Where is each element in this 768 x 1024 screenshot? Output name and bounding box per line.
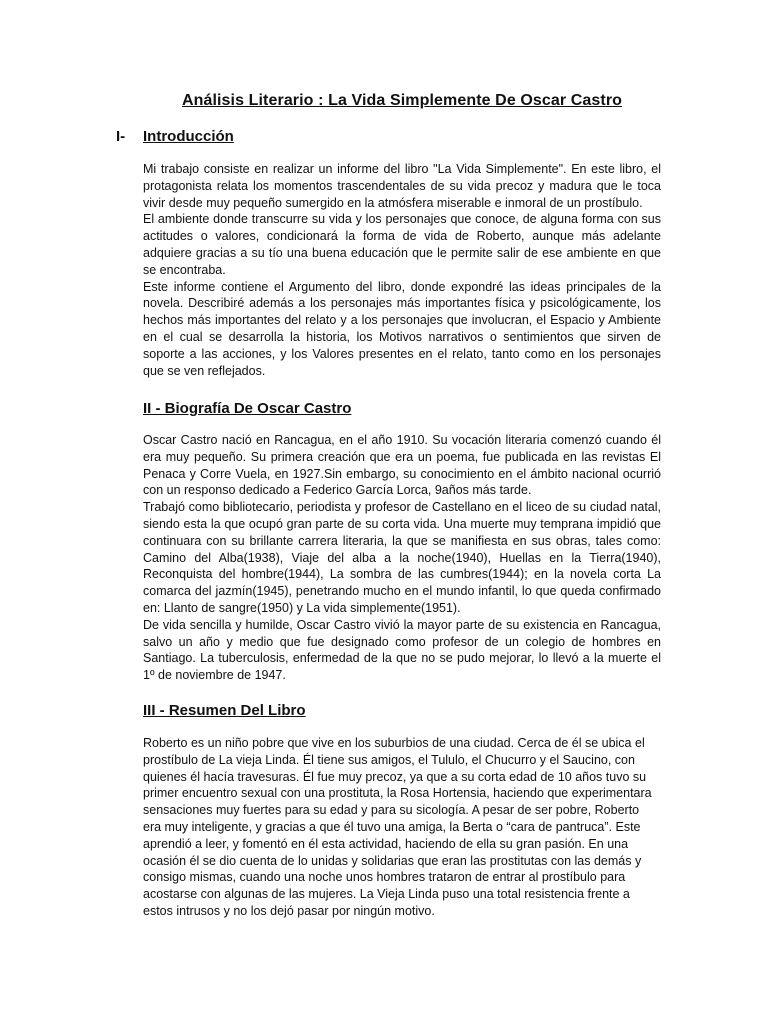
section-body-biografia bbox=[143, 432, 661, 684]
section-body-resumen bbox=[143, 735, 653, 920]
document-title: Análisis Literario : La Vida Simplemente De Oscar Castro bbox=[181, 92, 623, 109]
section-heading-biografia bbox=[143, 400, 351, 417]
paragraph: De vida sencilla y humilde, Oscar Castro vivió la mayor parte de su existencia en Rancagua, salvo un año y medio que fue designado como profesor de un colegio de hombres en Santiago. La tuberculosis, enfermedad de la que no se pudo mejorar, lo llevó a la muerte el 1º de noviembre de 1947. bbox=[143, 617, 661, 683]
section-title: III - Resumen Del Libro bbox=[143, 702, 306, 719]
section-number: I- bbox=[116, 128, 126, 145]
paragraph: Oscar Castro nació en Rancagua, en el año 1910. Su vocación literaria comenzó cuando él era muy pequeño. Su primera creación que era un poema, fue publicada en las revistas El Penaca y Corre Vuela, en 1927.Sin embargo, su conocimiento en el ámbito nacional ocurrió con un responso dedicado a Federico García Lorca, 9años más tarde. bbox=[143, 433, 661, 498]
paragraph: Trabajó como bibliotecario, periodista y profesor de Castellano en el liceo de su ciudad natal, siendo esta la que ocupó gran parte de su corta vida. Una muerte muy temprana impidió que continuara con su brillante carrera literaria, la que se manifiesta en sus obras, tales como: Camino del Alba(1938), Viaje del alba a la noche(1940), Huellas en la Tierra(1940), Reconquista del hombre(1944), La sombra de las cumbres(1944); en la novela corta La comarca del jazmín(1945), penetrando mucho en el mundo infantil, lo que queda confirmado en: Llanto de sangre(1950) y La vida simplemente(1951). bbox=[143, 500, 661, 615]
section-heading-introduccion bbox=[116, 128, 234, 145]
paragraph: Este informe contiene el Argumento del libro, donde expondré las ideas principales de la novela. Describiré además a los personajes más importantes física y psicológicamente, los hechos más importantes del relato y a los personajes que involucran, el Espacio y Ambiente en el cual se desarrolla la historia, los Motivos narrativos o sentimientos que sirven de soporte a las acciones, y los Valores presentes en el relato, tanto como en los personajes que se ven reflejados. bbox=[143, 279, 661, 378]
section-title: II - Biografía De Oscar Castro bbox=[143, 400, 352, 417]
paragraph: Mi trabajo consiste en realizar un informe del libro "La Vida Simplemente". En este libro, el protagonista relata los momentos trascendentales de su vida precoz y madura que le toca vivir desde muy pequeño sumergido en la atmósfera miserable e inmoral de un prostíbulo. bbox=[143, 162, 661, 210]
section-title: Introducción bbox=[143, 128, 234, 145]
section-heading-resumen bbox=[143, 702, 306, 719]
paragraph: Roberto es un niño pobre que vive en los suburbios de una ciudad. Cerca de él se ubica el prostíbulo de La vieja Linda. Él tiene sus amigos, el Tululo, el Chucurro y el Saucino, con quienes él hacía travesuras. Él fue muy precoz, ya que a su corta edad de 10 años tuvo su primer encuentro sexual con una prostituta, la Rosa Hortensia, haciendo que experimentara sensaciones muy fuertes para su edad y para su sicología. A pesar de ser pobre, Roberto era muy inteligente, y gracias a que él tuvo una amiga, la Berta o “cara de pantruca”. Este aprendió a leer, y fomentó en él esta actividad, haciendo de ella su gran pasión. En una ocasión él se dio cuenta de lo unidas y solidarias que eran las prostitutas con las demás y consigo mismas, cuando una noche unos hombres trataron de entrar al prostíbulo para acostarse con algunas de las mujeres. La Vieja Linda puso una total resistencia frente a estos intrusos y no los dejó pasar por ningún motivo. bbox=[143, 736, 652, 918]
section-body-introduccion bbox=[143, 161, 661, 379]
paragraph: El ambiente donde transcurre su vida y los personajes que conoce, de alguna forma con sus actitudes o valores, condicionará la forma de vida de Roberto, aunque más adelante adquiere gracias a su tío una buena educación que le permite salir de ese ambiente en que se encontraba. bbox=[143, 212, 661, 277]
